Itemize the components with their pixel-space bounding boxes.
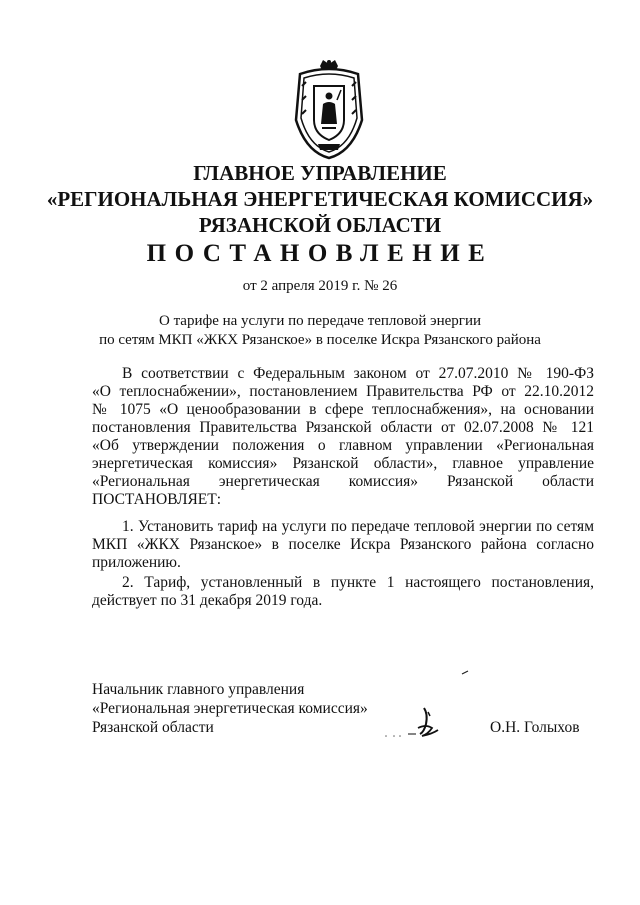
preamble-line: «Об утверждении положения о главном управлении «Региональная	[92, 437, 594, 454]
document-date-number: от 2 апреля 2019 г. № 26	[242, 278, 398, 294]
item-line: приложению.	[92, 554, 181, 571]
subject-line: О тарифе на услуги по передаче тепловой энергии	[158, 313, 482, 329]
preamble-line: «О теплоснабжении», постановлением Правительства РФ от 22.10.2012	[92, 383, 594, 400]
resolution-item	[92, 518, 594, 572]
org-name-line-1: ГЛАВНОЕ УПРАВЛЕНИЕ	[193, 161, 447, 185]
org-name-line-2: «РЕГИОНАЛЬНАЯ ЭНЕРГЕТИЧЕСКАЯ КОМИССИЯ»	[46, 187, 594, 211]
preamble-paragraph	[92, 365, 594, 509]
subject-line: по сетям МКП «ЖКХ Рязанское» в поселке Искра Рязанского района	[99, 332, 541, 348]
position-line: «Региональная энергетическая комиссия»	[92, 700, 368, 717]
preamble-line: ПОСТАНОВЛЯЕТ:	[92, 491, 222, 508]
handwritten-signature-icon	[366, 668, 476, 748]
document-subject	[40, 312, 600, 350]
preamble-line: постановления Правительства Рязанской области от 02.07.2008 № 121	[92, 419, 594, 436]
signatory-name: О.Н. Голыхов	[490, 719, 580, 736]
resolution-item	[92, 574, 594, 610]
item-line: 2. Тариф, установленный в пункте 1 настоящего постановления,	[122, 574, 594, 591]
preamble-line: «Региональная энергетическая комиссия» Рязанской области	[92, 473, 594, 490]
document-type-title: ПОСТАНОВЛЕНИЕ	[146, 240, 494, 267]
preamble-line: В соответствии с Федеральным законом от 27.07.2010 № 190-ФЗ	[122, 365, 594, 382]
item-line: МКП «ЖКХ Рязанское» в поселке Искра Рязанского района согласно	[92, 536, 594, 553]
org-name-line-3: РЯЗАНСКОЙ ОБЛАСТИ	[198, 213, 442, 237]
position-line: Начальник главного управления	[92, 681, 305, 698]
item-line: действует по 31 декабря 2019 года.	[92, 592, 323, 609]
position-line: Рязанской области	[92, 719, 214, 736]
item-line: 1. Установить тариф на услуги по передаче тепловой энергии по сетям	[122, 518, 594, 535]
signatory-position	[92, 680, 392, 737]
preamble-line: № 1075 «О ценообразовании в сфере теплоснабжения», на основании	[92, 401, 594, 418]
resolution-items	[92, 518, 594, 612]
coat-of-arms-icon	[292, 60, 366, 160]
preamble-line: энергетическая комиссия» Рязанской области», главное управление	[92, 455, 594, 472]
